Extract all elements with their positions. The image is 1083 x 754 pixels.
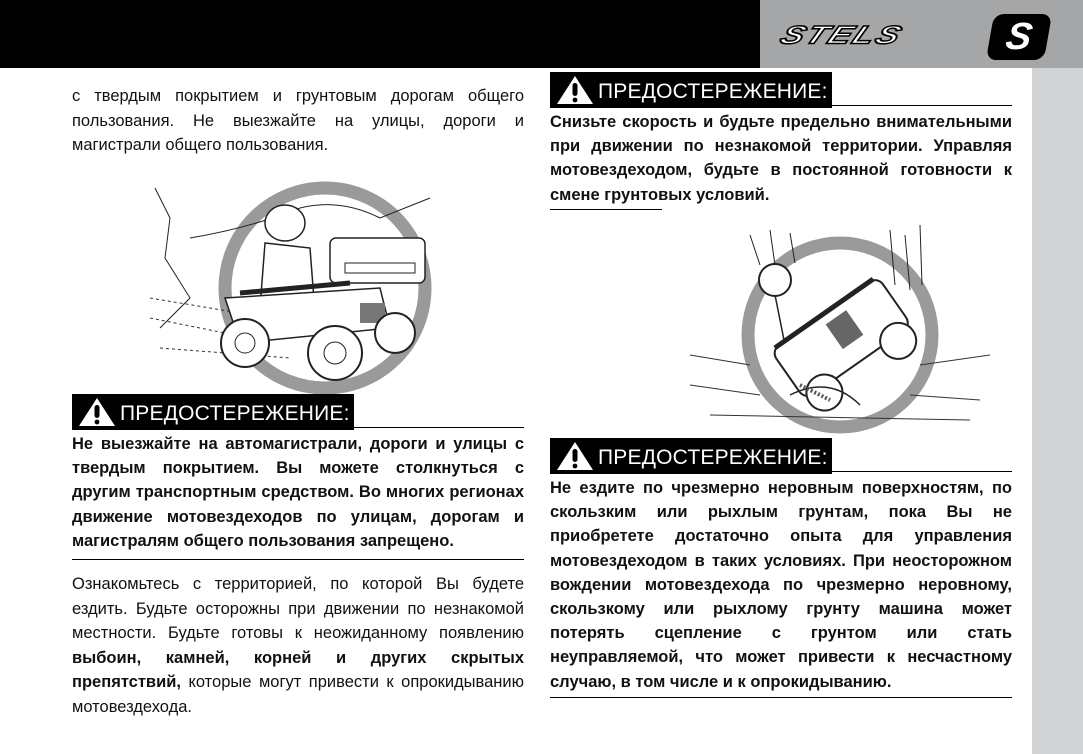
atv-rollover-illustration xyxy=(690,225,990,435)
intro-paragraph: с твердым покрытием и грунтовым дорогам общего пользования. Не выезжайте на улицы, дороги и магистрали общего пользования. xyxy=(72,87,524,154)
stels-logo-badge-icon xyxy=(986,14,1052,60)
page-side-strip xyxy=(1032,68,1083,754)
warning-label: ПРЕДОСТЕРЕЖЕНИЕ: xyxy=(598,80,828,103)
warning-header-rule xyxy=(354,426,524,428)
warning-triangle-icon xyxy=(556,441,594,471)
warning-header-rule xyxy=(832,104,1012,106)
warning-text-3: Не ездите по чрезмерно неровным поверхностям, по скользким или рыхлым грунтам, пока Вы не приобретете достаточно опыта для управления мотовездеходом в таких условиях. При неосторожном вождении мотовездехода по чрезмерно неровному, скользкому или рыхлому грунту машина может потерять сцепление с грунтом или стать неуправляемой, что может привести к несчастному случаю, в том числе и к опрокидыванию. xyxy=(550,479,1012,691)
warning-header-1 xyxy=(72,392,524,430)
warning-label: ПРЕДОСТЕРЕЖЕНИЕ: xyxy=(120,402,350,425)
atv-road-illustration xyxy=(150,178,440,398)
header-black-bar xyxy=(0,0,760,68)
warning-header-2 xyxy=(550,70,1012,108)
warning-label-box xyxy=(550,72,832,108)
brand-logo-area xyxy=(760,0,1083,68)
warning-block-2 xyxy=(550,70,1012,210)
warning-header-3 xyxy=(550,436,1012,474)
warning-end-rule xyxy=(550,697,1012,698)
left-column xyxy=(72,84,524,158)
terrain-text-bold: выбоин, камней, корней и других скрытых препятствий, xyxy=(72,648,524,692)
terrain-text-part2: которые могут привести к опрокидыванию мотовездехода. xyxy=(72,673,524,716)
warning-header-rule xyxy=(832,470,1012,472)
warning-triangle-icon xyxy=(78,397,116,427)
stels-logo-wordmark: STELS xyxy=(775,20,909,50)
terrain-text-part1: Ознакомьтесь с территорией, по которой Вы будете ездить. Будьте осторожны при движении по незнакомой местности. Будьте готовы к неожиданному появлению xyxy=(72,575,524,643)
warning-triangle-icon xyxy=(556,75,594,105)
warning-label: ПРЕДОСТЕРЕЖЕНИЕ: xyxy=(598,446,828,469)
warning-text-1: Не выезжайте на автомагистрали, дороги и улицы с твердым покрытием. Вы можете столкнуться с другим транспортным средством. Во многих регионах движение мотовездеходов по улицам, дорогам и магистралям общего пользования запрещено. xyxy=(72,435,524,550)
warning-end-rule xyxy=(72,559,524,560)
warning-text-2: Снизьте скорость и будьте предельно внимательными при движении по незнакомой территории. Управляя мотовездеходом, будьте в постоянной готовности к смене грунтовых условий. xyxy=(550,113,1012,204)
warning-label-box xyxy=(550,438,832,474)
warning-block-3 xyxy=(550,436,1012,698)
warning-end-rule xyxy=(550,209,662,210)
badge-letter: S xyxy=(1002,15,1036,58)
terrain-paragraph xyxy=(72,572,524,719)
warning-block-1 xyxy=(72,392,524,719)
warning-label-box xyxy=(72,394,354,430)
